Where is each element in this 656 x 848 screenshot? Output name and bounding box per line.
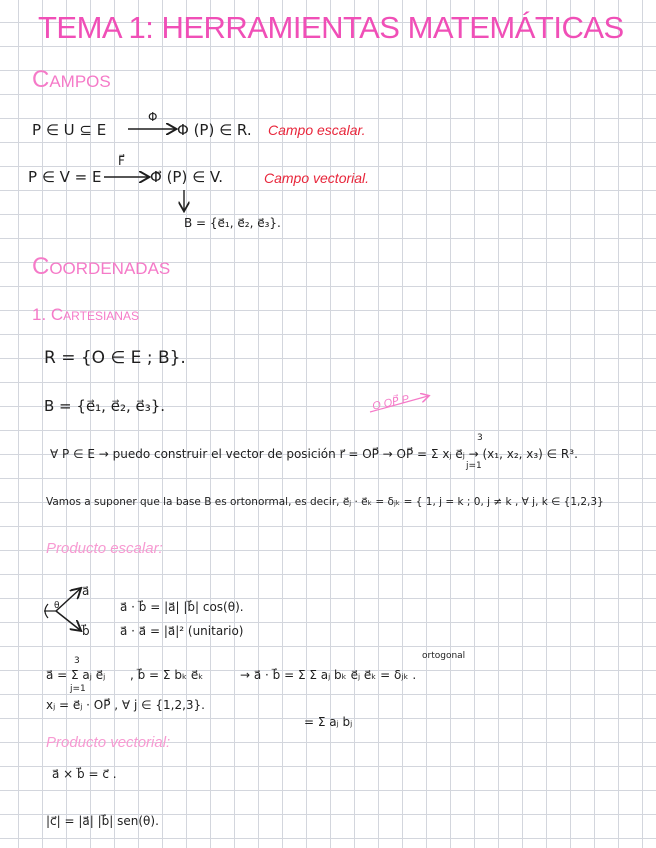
reference-frame: R = {O ∈ E ; B}. — [44, 348, 186, 368]
components-a-sum-lower: j=1 — [70, 684, 86, 694]
cross-product-magnitude: |c⃗| = |a⃗| |b⃗| sen(θ). — [46, 814, 159, 828]
diagram-vector-b: b⃗ — [82, 624, 90, 638]
scalar-field-domain: P ∈ U ⊆ E — [32, 121, 107, 139]
vector-field-domain: P ∈ V = E — [28, 168, 102, 186]
components-a: a⃗ = Σ aⱼ e⃗ⱼ — [46, 668, 106, 682]
orthonormal-basis: B = {e⃗₁, e⃗₂, e⃗₃}. — [44, 397, 166, 415]
ortogonal-annotation: ortogonal — [422, 651, 466, 661]
diagram-arrow-a — [56, 589, 80, 611]
dot-product-result: = Σ aⱼ bⱼ — [304, 715, 353, 729]
vector-field-image: Φ⃗ (P) ∈ V. — [150, 168, 224, 186]
orthonormal-condition: Vamos a suponer que la base B es ortonormal, es decir, e⃗ⱼ · e⃗ₖ = δⱼₖ = { 1, j = k ; 0, j ≠ k , ∀ j, k ∈ {1,2,3} — [46, 496, 604, 508]
self-dot-product: a⃗ · a⃗ = |a⃗|² (unitario) — [120, 624, 244, 638]
components-b: , b⃗ = Σ bₖ e⃗ₖ — [130, 668, 204, 682]
position-sum-lower: j=1 — [466, 461, 482, 471]
double-sum-expansion: → a⃗ · b⃗ = Σ Σ aⱼ bₖ e⃗ⱼ e⃗ₖ = δⱼₖ . — [240, 668, 417, 682]
cross-product: a⃗ × b⃗ = c⃗ . — [52, 767, 117, 781]
section-heading-campos: Campos — [32, 66, 111, 93]
page-title: TEMA 1: HERRAMIENTAS MATEMÁTICAS — [38, 10, 624, 45]
basis-under-field: B = {e⃗₁, e⃗₂, e⃗₃}. — [184, 216, 281, 230]
diagram-vector-a: a⃗ — [82, 584, 90, 598]
vector-field-label: Campo vectorial. — [264, 170, 370, 186]
coordinate-projection: xⱼ = e⃗ⱼ · OP⃗ , ∀ j ∈ {1,2,3}. — [46, 698, 205, 712]
diagram-arrow-b — [56, 611, 80, 630]
section-heading-coordenadas: Coordenadas — [32, 253, 171, 280]
position-vector-note: O OP⃗ P — [371, 393, 411, 413]
vector-map-symbol: F⃗ — [118, 154, 125, 168]
position-vector-definition: ∀ P ∈ E → puedo construir el vector de posición r⃗ = OP⃗ → OP⃗ = Σ xⱼ e⃗ⱼ → (x₁, x₂, x₃) ∈ R³. — [50, 447, 578, 461]
position-sum-upper: 3 — [477, 433, 483, 443]
scalar-field-image: Φ (P) ∈ R. — [177, 121, 252, 139]
heading-producto-vectorial: Producto vectorial: — [46, 734, 171, 751]
dot-product-formula: a⃗ · b⃗ = |a⃗| |b⃗| cos(θ). — [120, 600, 244, 614]
op-note-arrow — [370, 396, 428, 412]
components-a-sum-upper: 3 — [74, 656, 80, 666]
subsection-heading-cartesianas: 1. Cartesianas — [32, 305, 139, 324]
heading-producto-escalar: Producto escalar: — [46, 540, 163, 557]
diagram-angle-theta: θ — [54, 601, 60, 611]
scalar-map-symbol: Φ — [148, 110, 158, 124]
scalar-field-label: Campo escalar. — [268, 122, 366, 138]
